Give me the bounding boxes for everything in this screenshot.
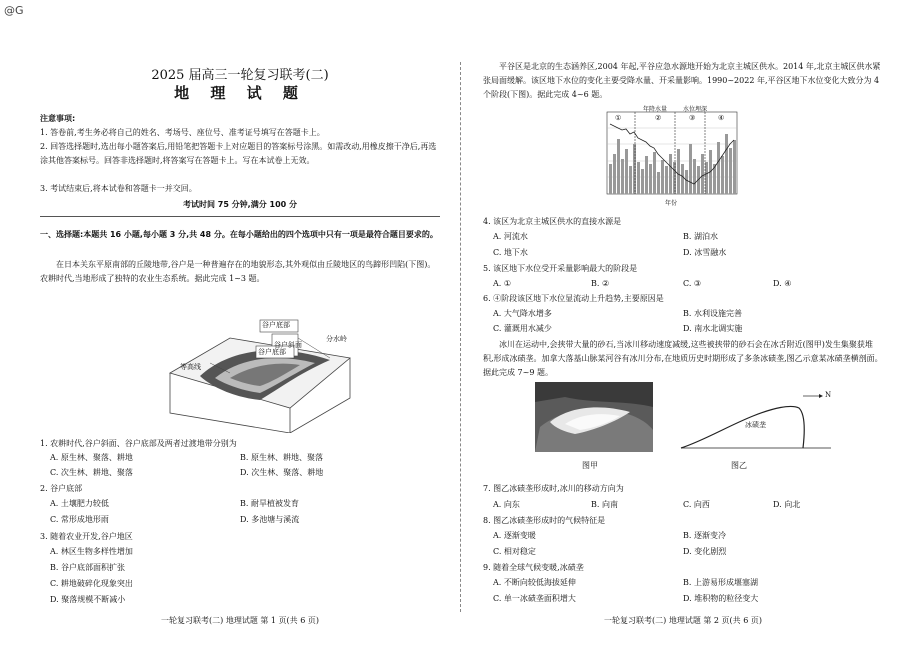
passage-2: 平谷区是北京的生态涵养区,2004 年起,平谷应急水源地开始为北京主城区供水。2014 年,北京主城区供水紧张局面缓解。该区地下水位的变化主要受降水量、开采量影响。1990~2022 年,平谷区地下水位变化大致分为 4 个阶段(下图)。据此完成 4~6 题。 <box>483 62 881 99</box>
q5-option-b[interactable]: B. ② <box>591 279 610 288</box>
q1-option-b[interactable]: B. 原生林、耕地、聚落 <box>240 453 323 462</box>
label-valley-bottom: 谷户底部 <box>258 348 286 356</box>
q5-option-d[interactable]: D. ④ <box>773 279 792 288</box>
q1-option-d[interactable]: D. 次生林、聚落、耕地 <box>240 468 324 477</box>
q6-option-d[interactable]: D. 南水北调实施 <box>683 324 743 333</box>
q8-option-d[interactable]: D. 变化剧烈 <box>683 547 727 556</box>
question-7: 7. 图乙冰碛垄形成时,冰川的移动方向为 <box>483 484 624 493</box>
q8-option-c[interactable]: C. 相对稳定 <box>493 547 536 556</box>
q6-option-c[interactable]: C. 灌溉用水减少 <box>493 324 552 333</box>
stage-4: ④ <box>718 114 725 122</box>
exam-time: 考试时间 75 分钟,满分 100 分 <box>182 200 297 209</box>
q9-option-d[interactable]: D. 堆积物的粒径变大 <box>683 594 759 603</box>
notice-2: 2. 回答选择题时,选出每小题答案后,用铅笔把答题卡上对应题目的答案标号涂黑。如需改动,用橡皮擦干净后,再选涂其他答案标号。回答非选择题时,将答案写在答题卡上。写在本试卷上无效。 <box>40 142 437 165</box>
q2-option-a[interactable]: A. 土壤肥力较低 <box>50 499 109 508</box>
stage-2: ② <box>655 114 662 122</box>
corner-mark: @G <box>4 4 24 17</box>
stage-3: ③ <box>689 114 696 122</box>
question-3: 3. 随着农业开发,谷户地区 <box>40 532 133 541</box>
q2-option-c[interactable]: C. 常形成地形雨 <box>50 515 109 524</box>
page-footer-right: 一轮复习联考(二) 地理试题 第 2 页(共 6 页) <box>604 616 762 625</box>
q3-option-d[interactable]: D. 聚落规模不断减小 <box>50 595 126 604</box>
label-valley-slope: 谷户斜面 <box>274 341 302 349</box>
left-page <box>40 0 440 651</box>
q3-option-b[interactable]: B. 谷户底部面积扩张 <box>50 563 125 572</box>
passage-1: 在日本关东平原南部的丘陵地带,谷户是一种普遍存在的地貌形态,其外观似由丘陵地区的鸟蹄形凹陷(下图)。农耕时代,当地形成了独特的农业生态系统。据此完成 1~3 题。 <box>40 260 436 283</box>
fig-b-north: N <box>825 391 832 399</box>
q9-option-c[interactable]: C. 单一冰碛垄面积增大 <box>493 594 576 603</box>
separator <box>40 216 440 217</box>
q2-option-b[interactable]: B. 耐旱植被发育 <box>240 499 299 508</box>
q4-option-b[interactable]: B. 湖泊水 <box>683 232 718 241</box>
question-4: 4. 该区为北京主城区供水的直接水源是 <box>483 217 622 226</box>
column-divider <box>460 62 461 612</box>
chart-legend-depth: 水位埋深 <box>683 106 708 113</box>
fig-a-caption: 图甲 <box>582 461 598 470</box>
q7-option-b[interactable]: B. 向南 <box>591 500 618 509</box>
right-page <box>483 0 883 651</box>
notice-heading: 注意事项: <box>40 114 76 123</box>
question-1: 1. 农耕时代,谷户斜面、谷户底部及两者过渡地带分别为 <box>40 439 237 448</box>
q6-option-b[interactable]: B. 水利设施完善 <box>683 309 742 318</box>
q3-option-c[interactable]: C. 耕地破碎化现象突出 <box>50 579 133 588</box>
label-watershed: 分水岭 <box>326 335 347 343</box>
q2-option-d[interactable]: D. 多池塘与溪流 <box>240 515 300 524</box>
glacier-photo <box>535 382 653 452</box>
notice-3: 3. 考试结束后,将本试卷和答题卡一并交回。 <box>40 184 197 193</box>
q1-option-c[interactable]: C. 次生林、耕地、聚落 <box>50 468 133 477</box>
question-5: 5. 该区地下水位受开采量影响最大的阶段是 <box>483 264 638 273</box>
q8-option-a[interactable]: A. 逐渐变暖 <box>493 531 536 540</box>
question-2: 2. 谷户底部 <box>40 484 83 493</box>
q4-option-d[interactable]: D. 冰雪融水 <box>683 248 727 257</box>
page-footer-left: 一轮复习联考(二) 地理试题 第 1 页(共 6 页) <box>161 616 319 625</box>
q6-option-a[interactable]: A. 大气降水增多 <box>493 309 552 318</box>
q9-option-b[interactable]: B. 上游易形成堰塞湖 <box>683 578 758 587</box>
q7-option-a[interactable]: A. 向东 <box>493 500 520 509</box>
q9-option-a[interactable]: A. 不断向较低海拔延伸 <box>493 578 576 587</box>
chart-xlabel: 年份 <box>665 200 678 207</box>
notice-1: 1. 答卷前,考生务必将自己的姓名、考场号、座位号、准考证号填写在答题卡上。 <box>40 128 325 137</box>
subject-title: 地 理 试 题 <box>174 84 306 102</box>
question-9: 9. 随着全球气候变暖,冰碛垄 <box>483 563 584 572</box>
q5-option-c[interactable]: C. ③ <box>683 279 702 288</box>
question-8: 8. 图乙冰碛垄形成时的气候特征是 <box>483 516 606 525</box>
q3-option-a[interactable]: A. 林区生物多样性增加 <box>50 547 133 556</box>
q7-option-d[interactable]: D. 向北 <box>773 500 801 509</box>
label-contour: 等高线 <box>180 363 201 371</box>
label-valley-bottom-top: 谷户底部 <box>262 321 290 329</box>
q4-option-a[interactable]: A. 河流水 <box>493 232 528 241</box>
chart-legend-precip: 年降水量 <box>643 106 668 113</box>
passage-3: 冰川在运动中,会挟带大量的砂石,当冰川移动速度减缓,这些被挟带的砂石会在冰舌附近(图甲)发生集聚获堆积,形成冰碛垄。加拿大落基山脉某河谷有冰川分布,在地质历史时期形成了多条冰碛垄,图乙示意某冰碛垄横剖面。据此完成 7~9 题。 <box>483 340 883 377</box>
q5-option-a[interactable]: A. ① <box>493 279 512 288</box>
q7-option-c[interactable]: C. 向西 <box>683 500 710 509</box>
question-6: 6. ④阶段该区地下水位显流动上升趋势,主要原因是 <box>483 294 664 303</box>
q8-option-b[interactable]: B. 逐渐变冷 <box>683 531 726 540</box>
fig-b-label: 冰碛垄 <box>745 421 766 429</box>
q4-option-c[interactable]: C. 地下水 <box>493 248 528 257</box>
stage-1: ① <box>615 114 622 122</box>
section-heading: 一、选择题:本题共 16 小题,每小题 3 分,共 48 分。在每小题给出的四个选项中只有一项是最符合题目要求的。 <box>40 230 438 239</box>
q1-option-a[interactable]: A. 原生林、聚落、耕地 <box>50 453 133 462</box>
exam-title: 2025 届高三一轮复习联考(二) <box>151 68 329 83</box>
fig-b-caption: 图乙 <box>731 461 747 470</box>
